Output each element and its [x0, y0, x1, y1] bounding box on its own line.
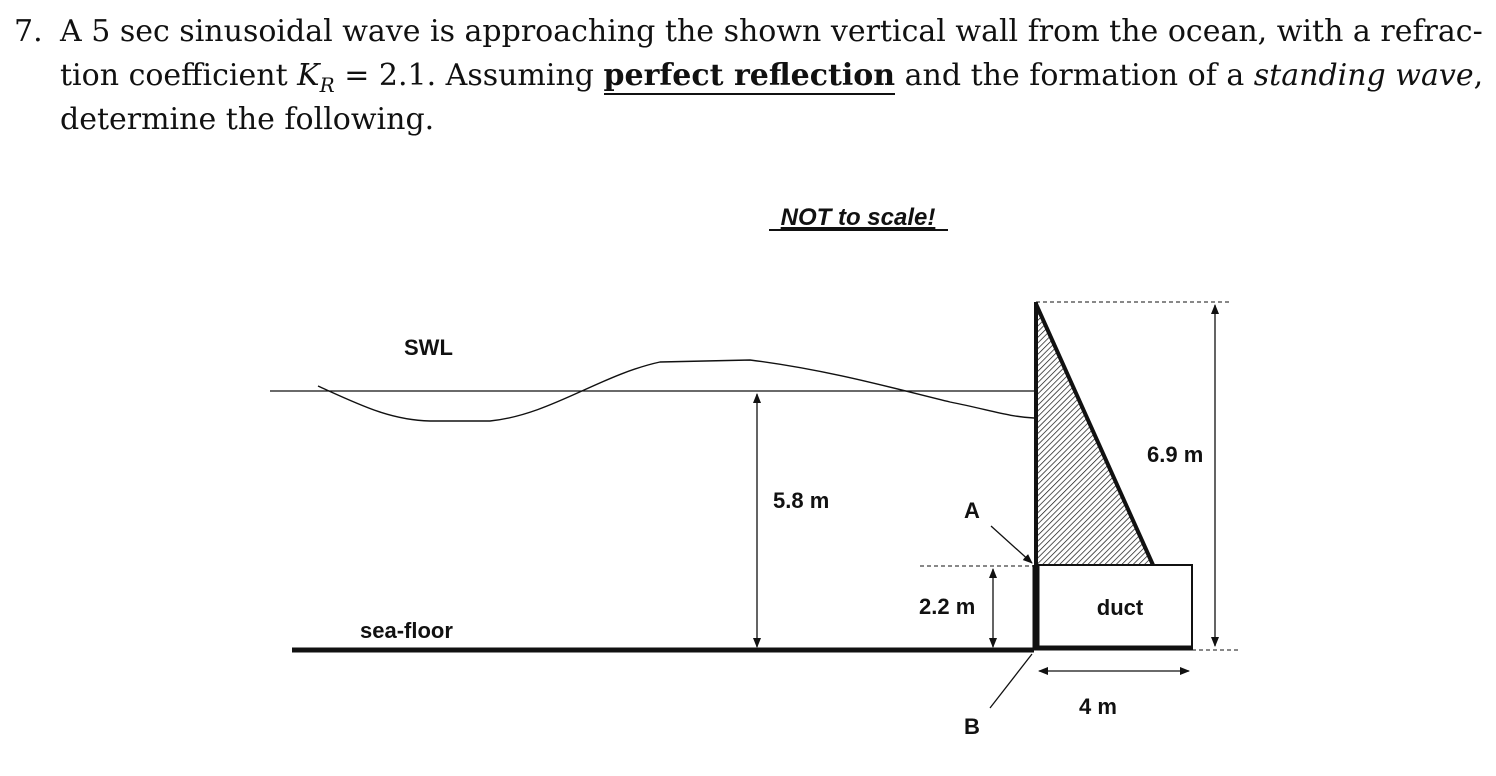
duct-width-label: 4 m [1079, 694, 1117, 719]
seafloor-label: sea-floor [360, 618, 453, 643]
problem-line-3: determine the following. [60, 102, 435, 137]
kr-subscript: R [319, 73, 335, 97]
line2-pre: tion coefficient [60, 58, 298, 93]
depth-label: 5.8 m [773, 488, 830, 513]
point-a-label: A [964, 498, 980, 523]
duct-label: duct [1096, 595, 1144, 620]
point-b-leader [990, 654, 1032, 708]
wall-height-label: 6.9 m [1147, 442, 1204, 467]
point-b-label: B [964, 714, 980, 739]
not-to-scale-note: NOT to scale! [780, 204, 936, 231]
perfect-reflection-text: perfect reflection [603, 58, 896, 93]
point-a-leader [991, 526, 1032, 563]
kr-letter: K [297, 58, 320, 93]
line2-end: , [1473, 58, 1484, 93]
duct-height-label: 2.2 m [919, 594, 976, 619]
line2-mid2: and the formation of a [895, 58, 1254, 93]
standing-wave-text: standing wave [1253, 58, 1474, 93]
problem-line-1: A 5 sec sinusoidal wave is approaching the shown vertical wall from the ocean, with a refrac- [60, 14, 1483, 49]
problem-number: 7. [14, 14, 43, 49]
swl-label: SWL [404, 335, 453, 360]
line2-mid: = 2.1. Assuming [334, 58, 604, 93]
